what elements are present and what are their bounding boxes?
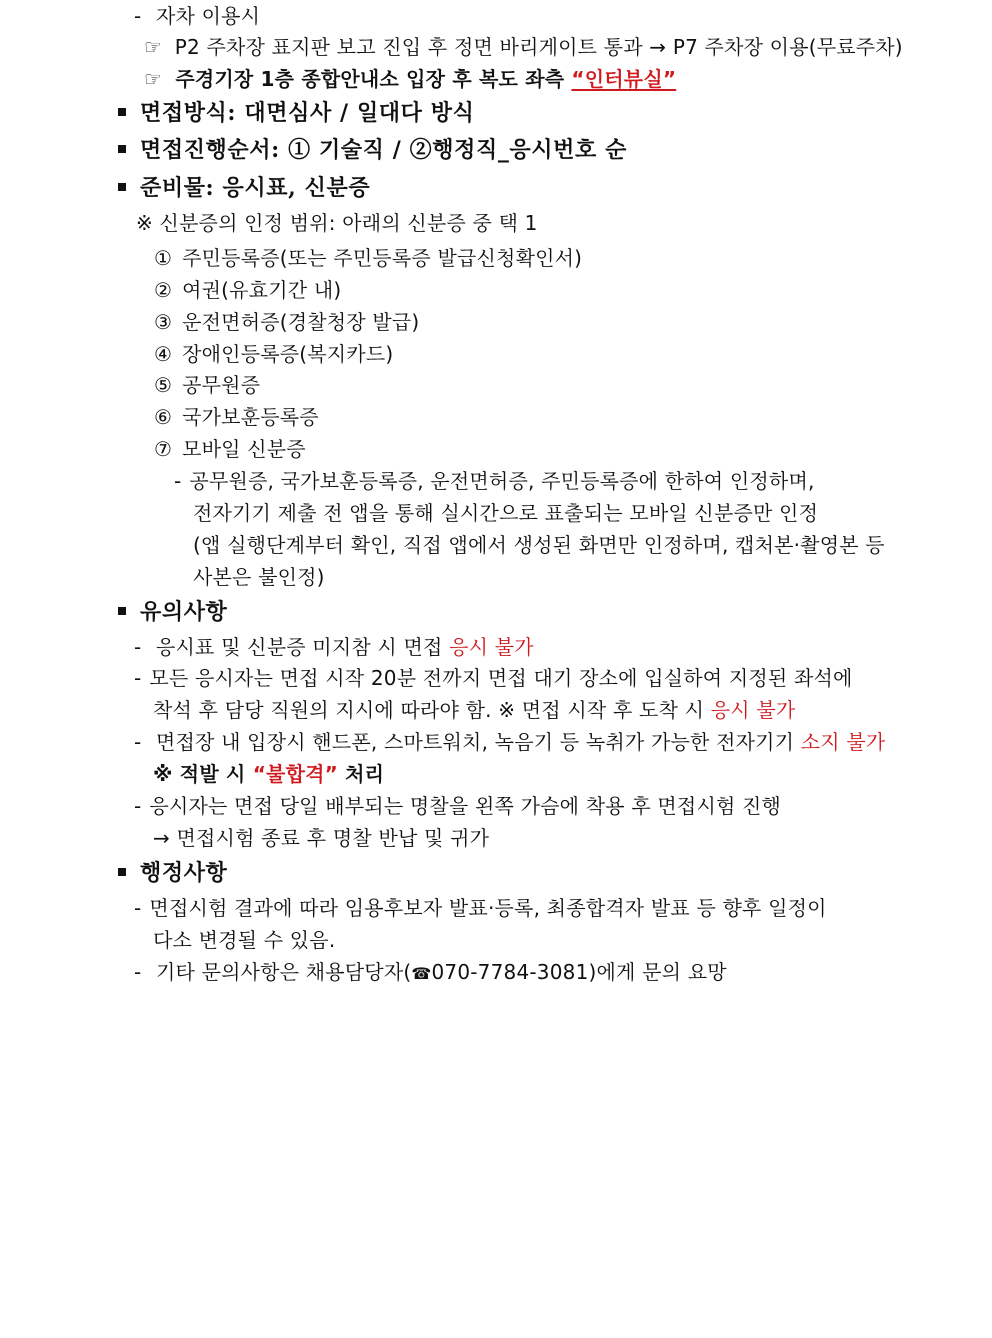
cautions-heading <box>118 596 227 628</box>
caution-item-4-line2: → 면접시험 종료 후 명찰 반납 및 귀가 <box>153 826 490 850</box>
admin-item-2: - 기타 문의사항은 채용담당자(☎070-7784-3081)에게 문의 요망 <box>134 956 727 990</box>
square-bullet-icon <box>118 868 126 876</box>
pointing-hand-icon: ☞ <box>144 67 163 91</box>
square-bullet-icon <box>118 145 126 153</box>
parking-route-line <box>144 31 903 63</box>
id-scope-note: ※ 신분증의 인정 범위: 아래의 신분증 중 택 1 <box>136 211 538 235</box>
caution-item-1: - 응시표 및 신분증 미지참 시 면접 응시 불가 <box>134 635 534 659</box>
caution-item-3-line1: - 면접장 내 입장시 핸드폰, 스마트워치, 녹음기 등 녹취가 가능한 전자기기 소지 불가 <box>134 730 886 754</box>
parking-heading <box>134 0 260 32</box>
interview-order-text: 면접진행순서: ① 기술직 / ②행정직_응시번호 순 <box>140 137 627 163</box>
mobile-id-note-line3: (앱 실행단계부터 확인, 직접 앱에서 생성된 화면만 인정하며, 캡처본·촬영본 등 <box>193 533 885 557</box>
caution-item-4-line1: - 응시자는 면접 당일 배부되는 명찰을 왼쪽 가슴에 착용 후 면접시험 진행 <box>134 794 782 818</box>
square-bullet-icon <box>118 607 126 615</box>
admin-title: 행정사항 <box>140 860 228 886</box>
preparation-heading <box>118 172 370 204</box>
admin-item-1-line2: 다소 변경될 수 있음. <box>153 928 336 952</box>
pointing-hand-icon: ☞ <box>144 35 163 59</box>
square-bullet-icon <box>118 183 126 191</box>
parking-route-text: P2 주차장 표지판 보고 진입 후 정면 바리게이트 통과 → P7 주차장 이용(무료주차) <box>174 35 903 59</box>
id-item: ⑤ 공무원증 <box>154 373 261 397</box>
not-allowed-warning: 응시 불가 <box>710 698 796 722</box>
admin-heading <box>118 857 227 889</box>
id-item: ⑥ 국가보훈등록증 <box>154 405 319 429</box>
cautions-title: 유의사항 <box>140 599 228 625</box>
mobile-id-note-line1: - 공무원증, 국가보훈등록증, 운전면허증, 주민등록증에 한하여 인정하며, <box>174 469 815 493</box>
interview-method-text: 면접방식: 대면심사 / 일대다 방식 <box>140 100 475 126</box>
id-item: ② 여권(유효기간 내) <box>154 278 342 302</box>
disqualification-warning: “불합격” <box>252 762 338 786</box>
phone-number: 070-7784-3081 <box>431 960 589 984</box>
id-item: ③ 운전면허증(경찰청장 발급) <box>154 310 420 334</box>
caution-item-2-line2: 착석 후 담당 직원의 지시에 따라야 함. ※ 면접 시작 후 도착 시 응시 불가 <box>153 698 796 722</box>
preparation-text: 준비물: 응시표, 신분증 <box>140 175 371 201</box>
dash: - <box>134 4 142 28</box>
telephone-icon: ☎ <box>411 964 432 983</box>
not-allowed-warning: 응시 불가 <box>449 635 534 659</box>
mobile-id-note-line2: 전자기기 제출 전 앱을 통해 실시간으로 표출되는 모바일 신분증만 인정 <box>193 501 819 525</box>
parking-entry-line <box>144 63 676 95</box>
id-item: ⑦ 모바일 신분증 <box>154 437 306 461</box>
square-bullet-icon <box>118 108 126 116</box>
interview-room-label: “인터뷰실” <box>571 67 677 91</box>
possession-prohibited-warning: 소지 불가 <box>800 730 886 754</box>
mobile-id-note-line4: 사본은 불인정) <box>193 565 325 589</box>
caution-item-2-line1: - 모든 응시자는 면접 시작 20분 전까지 면접 대기 장소에 입실하여 지정된 좌석에 <box>134 666 853 690</box>
dash: - <box>174 469 182 493</box>
parking-label: 자차 이용시 <box>155 4 261 28</box>
interview-method <box>118 97 474 129</box>
id-item: ① 주민등록증(또는 주민등록증 발급신청확인서) <box>154 246 583 270</box>
interview-order <box>118 134 627 166</box>
admin-item-1-line1: - 면접시험 결과에 따라 임용후보자 발표·등록, 최종합격자 발표 등 향후 일정이 <box>134 896 827 920</box>
caution-item-3-line2: ※ 적발 시 “불합격” 처리 <box>153 762 385 786</box>
parking-entry-text: 주경기장 1층 종합안내소 입장 후 복도 좌측 <box>175 67 565 91</box>
id-item: ④ 장애인등록증(복지카드) <box>154 342 394 366</box>
